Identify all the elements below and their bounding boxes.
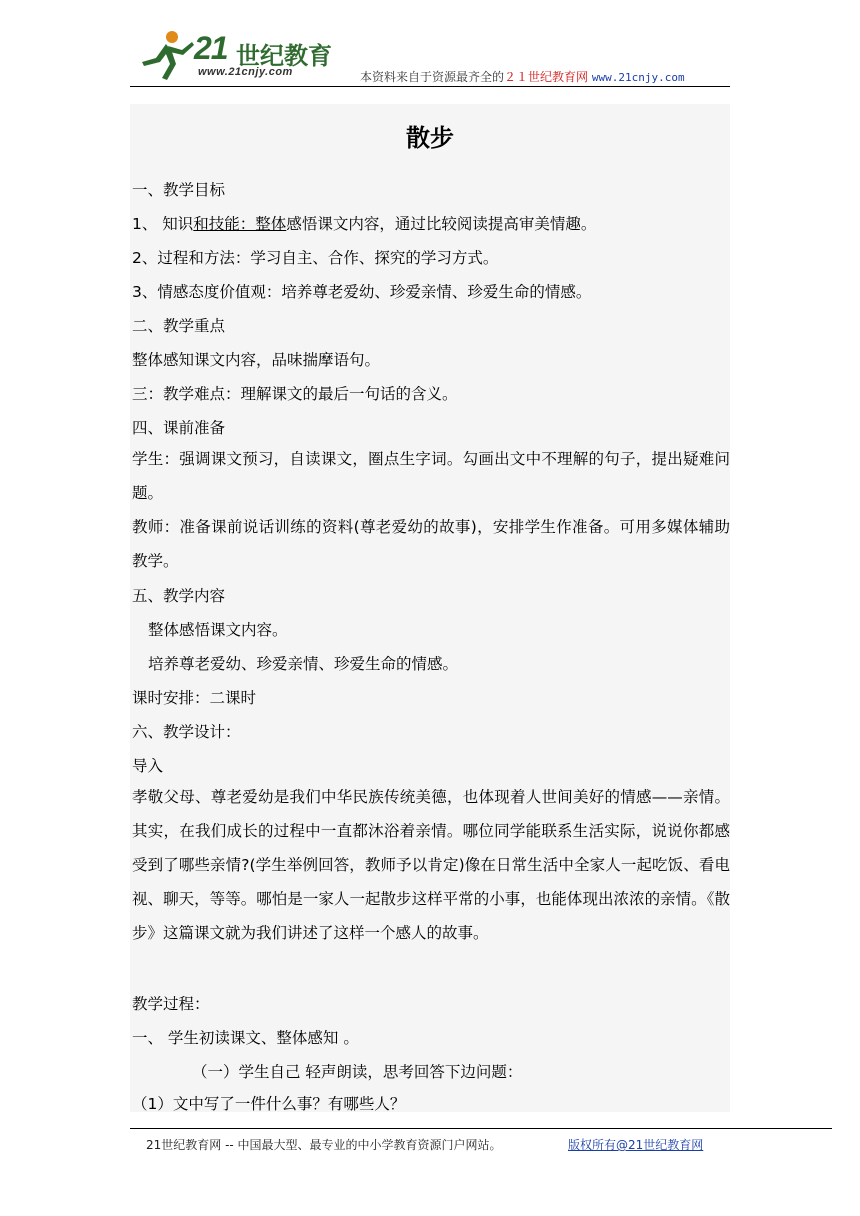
text-line: 整体感知课文内容，品味揣摩语句。 <box>132 351 381 369</box>
objective-underlined: 和技能：整体 <box>193 215 287 233</box>
logo-url: www.21cnjy.com <box>198 66 293 78</box>
header-note-site[interactable]: ２１世纪教育网 <box>504 70 589 84</box>
objective-line: 2、过程和方法：学习自主、合作、探究的学习方式。 <box>132 249 499 267</box>
step-heading: 一、 学生初读课文、整体感知 。 <box>132 1029 359 1047</box>
question-line: （1）文中写了一件什么事？有哪些人？ <box>132 1095 406 1113</box>
runner-logo-icon <box>136 28 200 82</box>
logo-number: 21 <box>194 30 228 66</box>
header-note-url[interactable]: www.21cnjy.com <box>591 71 685 84</box>
section-heading: 三：教学难点：理解课文的最后一句话的含义。 <box>132 385 458 403</box>
section-heading: 四、课前准备 <box>132 419 226 437</box>
header-note-prefix: 本资料来自于资源最齐全的 <box>360 70 505 84</box>
intro-paragraph: 孝敬父母、尊老爱幼是我们中华民族传统美德，也体现着人世间美好的情感——亲情。其实，在我们成长的过程中一直都沐浴着亲情。哪位同学能联系生活实际，说说你都感受到了哪些亲情?(学生举例回答，教师予以肯定)像在日常生活中全家人一起吃饭、看电视、聊天，等等。哪怕是一家人一起散步这样平常的小事，也能体现出浓浓的亲情。《散步》这篇课文就为我们讲述了这样一个感人的故事。 <box>132 788 730 942</box>
page-title: 散步 <box>406 124 454 152</box>
header-note <box>360 68 685 85</box>
objective-line: 3、情感态度价值观：培养尊老爱幼、珍爱亲情、珍爱生命的情感。 <box>132 283 592 301</box>
logo-text: 世纪教育 <box>236 42 332 70</box>
text-line: 培养尊老爱幼、珍爱亲情、珍爱生命的情感。 <box>148 655 459 673</box>
site-logo <box>136 28 336 82</box>
student-prep-paragraph: 学生：强调课文预习，自读课文，圈点生字词。勾画出文中不理解的句子，提出疑难问题。 <box>132 450 730 502</box>
section-heading: 二、教学重点 <box>132 317 226 335</box>
objective-rest: 感悟课文内容，通过比较阅读提高审美情趣。 <box>286 215 597 233</box>
document-body <box>130 104 730 1112</box>
footer-divider <box>130 1128 832 1129</box>
text-line: 课时安排：二课时 <box>132 689 257 707</box>
text-line: 整体感悟课文内容。 <box>148 621 288 639</box>
footer-text: 21世纪教育网 -- 中国最大型、最专业的中小学教育资源门户网站。 <box>146 1138 502 1152</box>
section-heading: 五、教学内容 <box>132 587 226 605</box>
teacher-prep-paragraph: 教师：准备课前说话训练的资料(尊老爱幼的故事)，安排学生作准备。可用多媒体辅助教学。 <box>132 518 730 570</box>
subheading: 导入 <box>132 757 164 775</box>
subheading: 教学过程： <box>132 995 210 1013</box>
step-line: （一）学生自己 轻声朗读，思考回答下边问题： <box>192 1063 523 1081</box>
section-heading: 六、教学设计： <box>132 723 241 741</box>
section-heading: 一、教学目标 <box>132 181 226 199</box>
objective-prefix: 1、 知识 <box>132 215 194 233</box>
footer-copyright-link[interactable]: 版权所有@21世纪教育网 <box>568 1138 704 1152</box>
objective-line <box>132 212 730 234</box>
page-header <box>130 28 730 87</box>
